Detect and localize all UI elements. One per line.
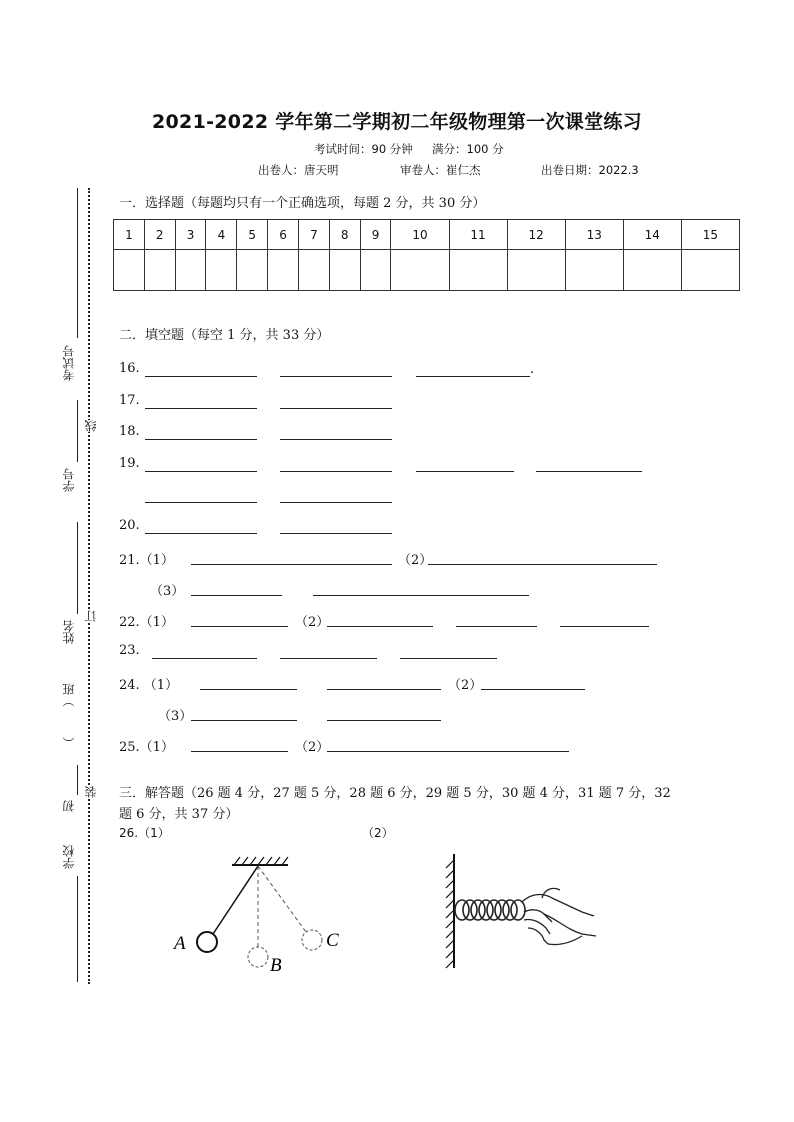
q20-label: 20. [119, 518, 140, 533]
full-score: 满分：100 分 [432, 142, 504, 156]
q18-label: 18. [119, 424, 140, 439]
grid-header-cell: 1 [114, 220, 145, 250]
section1-heading: 一．选择题（每题均只有一个正确选项，每题 2 分，共 30 分） [119, 196, 486, 211]
hand-icon [522, 888, 596, 944]
author: 出卷人：唐天明 [258, 163, 339, 177]
q16-blank-2[interactable] [280, 376, 392, 377]
answer-cell[interactable] [507, 250, 565, 291]
q17-blank-1[interactable] [145, 408, 257, 409]
page-title: 2021-2022 学年第二学期初二年级物理第一次课堂练习 [152, 111, 642, 133]
answer-cell[interactable] [329, 250, 360, 291]
q22-part2-label: （2） [295, 615, 330, 630]
name-label: 姓名 [62, 620, 76, 644]
q26-label: 26.（1） [119, 826, 170, 840]
answer-cell[interactable] [268, 250, 299, 291]
grid-header-cell: 2 [144, 220, 175, 250]
answer-grid-header [114, 220, 740, 250]
q21-blank-1[interactable] [191, 564, 392, 565]
q23-blank-1[interactable] [152, 658, 257, 659]
grid-header-cell: 15 [681, 220, 739, 250]
wall-hatching [446, 860, 454, 968]
q22-blank-3[interactable] [456, 626, 537, 627]
answer-cell[interactable] [565, 250, 623, 291]
q23-label: 23. [119, 643, 140, 658]
exam-no-label: 考试号 [62, 345, 76, 381]
pendulum-ball-b [248, 947, 268, 967]
q25-blank-2[interactable] [327, 751, 569, 752]
label-c: C [326, 930, 339, 951]
exam-no-blank[interactable] [77, 188, 78, 338]
q22-label: 22.（1） [119, 615, 174, 630]
q16-blank-3[interactable] [416, 376, 530, 377]
answer-cell[interactable] [623, 250, 681, 291]
answer-cell[interactable] [114, 250, 145, 291]
school-blank[interactable] [77, 876, 78, 982]
grid-header-cell: 4 [206, 220, 237, 250]
grid-header-cell: 9 [360, 220, 391, 250]
spring-figure [432, 850, 602, 975]
q16-label: 16. [119, 361, 140, 376]
q22-blank-1[interactable] [191, 626, 288, 627]
grid-header-cell: 13 [565, 220, 623, 250]
q19-blank-1[interactable] [145, 471, 257, 472]
grade-label: 初 [62, 800, 76, 812]
answer-grid [113, 219, 740, 291]
binding-dotted-line [88, 188, 90, 984]
grid-header-cell: 12 [507, 220, 565, 250]
grid-header-cell: 11 [449, 220, 507, 250]
name-blank[interactable] [77, 522, 78, 614]
grid-header-cell: 5 [237, 220, 268, 250]
section2-heading: 二．填空题（每空 1 分，共 33 分） [119, 328, 330, 343]
pendulum-figure [168, 852, 358, 982]
section3-heading-line2: 题 6 分，共 37 分） [119, 807, 239, 822]
q22-blank-4[interactable] [560, 626, 649, 627]
q24-blank-5[interactable] [327, 720, 441, 721]
mark-line: 线 [84, 420, 98, 432]
q25-label: 25.（1） [119, 740, 174, 755]
answer-cell[interactable] [681, 250, 739, 291]
answer-cell[interactable] [360, 250, 391, 291]
answer-cell[interactable] [298, 250, 329, 291]
q18-blank-2[interactable] [280, 439, 392, 440]
q24-part2-label: （2） [448, 678, 483, 693]
q19-blank-4[interactable] [536, 471, 642, 472]
q23-blank-3[interactable] [400, 658, 497, 659]
answer-cell[interactable] [206, 250, 237, 291]
q17-label: 17. [119, 393, 140, 408]
q25-part2-label: （2） [295, 740, 330, 755]
q17-blank-2[interactable] [280, 408, 392, 409]
pendulum-string-a [213, 866, 258, 934]
class-label: ）班 [62, 683, 76, 707]
grid-header-cell: 6 [268, 220, 299, 250]
q23-blank-2[interactable] [280, 658, 377, 659]
q24-blank-2[interactable] [327, 689, 441, 690]
q24-part3-label: （3） [158, 709, 193, 724]
q20-blank-2[interactable] [280, 533, 392, 534]
student-no-blank[interactable] [77, 400, 78, 462]
q21-blank-3[interactable] [191, 595, 282, 596]
ceiling-hatching [234, 857, 288, 865]
grade-blank[interactable] [77, 765, 78, 795]
q24-blank-1[interactable] [200, 689, 297, 690]
q24-blank-4[interactable] [191, 720, 297, 721]
q26-part2-label: （2） [362, 826, 394, 840]
student-no-label: 学号 [62, 468, 76, 492]
q19-blank-6[interactable] [280, 502, 392, 503]
mark-zhuang: 装 [84, 786, 98, 798]
label-a: A [174, 933, 186, 954]
grid-header-cell: 3 [175, 220, 206, 250]
q24-blank-3[interactable] [481, 689, 585, 690]
answer-cell[interactable] [391, 250, 449, 291]
q25-blank-1[interactable] [191, 751, 288, 752]
q19-blank-3[interactable] [416, 471, 514, 472]
pendulum-ball-c [302, 930, 322, 950]
school-label: 学校 [62, 845, 76, 869]
mark-ding: 订 [84, 610, 98, 622]
issue-date: 出卷日期：2022.3 [541, 163, 639, 177]
q21-part2-label: （2） [398, 553, 433, 568]
class-open-paren: （ [62, 737, 76, 749]
answer-cell[interactable] [144, 250, 175, 291]
grid-header-cell: 8 [329, 220, 360, 250]
q19-label: 19. [119, 456, 140, 471]
q21-blank-4[interactable] [313, 595, 529, 596]
q21-part3-label: （3） [150, 584, 185, 599]
reviewer: 审卷人：崔仁杰 [400, 163, 481, 177]
answer-grid-blank-row [114, 250, 740, 291]
q22-blank-2[interactable] [327, 626, 433, 627]
q21-blank-2[interactable] [428, 564, 657, 565]
q21-label: 21.（1） [119, 553, 174, 568]
q16-period: . [530, 362, 535, 377]
grid-header-cell: 10 [391, 220, 449, 250]
section3-heading-line1: 三．解答题（26 题 4 分，27 题 5 分，28 题 6 分，29 题 5 分，30 题 4 分，31 题 7 分，32 [119, 786, 671, 801]
answer-cell[interactable] [175, 250, 206, 291]
answer-cell[interactable] [237, 250, 268, 291]
q19-blank-2[interactable] [280, 471, 392, 472]
q20-blank-1[interactable] [145, 533, 257, 534]
q16-blank-1[interactable] [145, 376, 257, 377]
pendulum-string-c [258, 866, 306, 932]
exam-time: 考试时间：90 分钟 [314, 142, 413, 156]
label-b: B [270, 955, 282, 976]
answer-cell[interactable] [449, 250, 507, 291]
grid-header-cell: 14 [623, 220, 681, 250]
q19-blank-5[interactable] [145, 502, 257, 503]
q24-label: 24. （1） [119, 678, 179, 693]
spring-coils [455, 900, 525, 920]
q18-blank-1[interactable] [145, 439, 257, 440]
grid-header-cell: 7 [298, 220, 329, 250]
pendulum-ball-a [197, 932, 217, 952]
